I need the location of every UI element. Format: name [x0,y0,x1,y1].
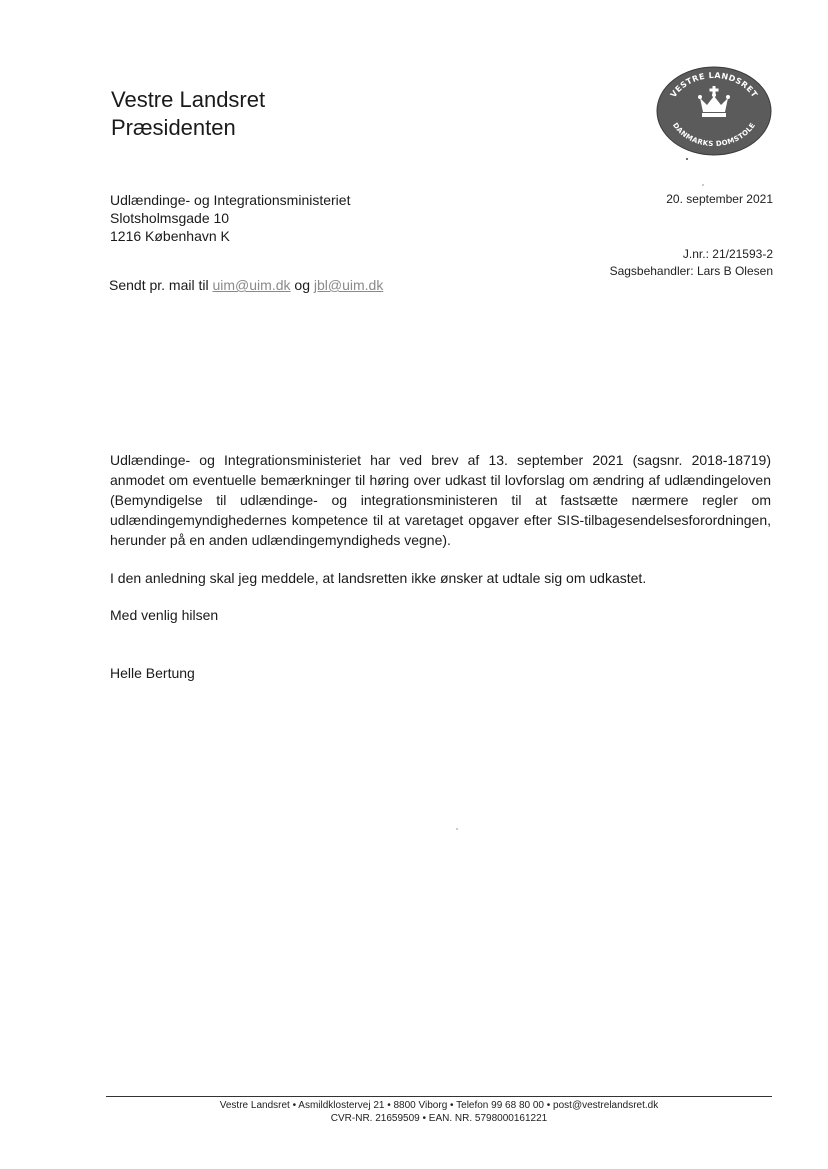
seal-top-text: VESTRE LANDSRET [668,70,760,100]
email-link-jbl[interactable]: jbl@uim.dk [313,277,384,293]
body-paragraph-1: Udlændinge- og Integrationsministeriet har ved brev af 13. september 2021 (sagsnr. 2018-18719) anmodet om eventuelle bemærkninger til høring over udkast til lovforslag om ændring af udlændingeloven (Bemyndigelse til udlændinge- og integrationsministeren til at fastsætte nærmere regler om udlændingemyndighedernes kompetence til at varetaget opgaver efter SIS-tilbagesendelsesforordningen, herunder på en anden udlændingemyndigheds vegne). [110,452,771,548]
recipient-city: 1216 København K [110,228,230,244]
speck [456,828,458,830]
letterhead [111,86,265,142]
sent-prefix: Sendt pr. mail til [109,277,213,293]
case-handler: Sagsbehandler: Lars B Olesen [609,264,773,278]
sent-by-mail-line [109,277,383,293]
court-seal [656,66,772,156]
journal-number: J.nr.: 21/21593-2 [682,247,773,261]
office-title: Præsidenten [111,115,236,140]
sent-middle: og [290,277,314,293]
letter-date: 20. september 2021 [666,192,773,206]
recipient-street: Slotsholmsgade 10 [110,210,230,226]
court-name: Vestre Landsret [111,87,266,112]
signature-name: Helle Bertung [110,665,195,681]
recipient-name: Udlændinge- og Integrationsministeriet [110,192,351,208]
footer-contact-line: Vestre Landsret • Asmildklostervej 21 • 8800 Viborg • Telefon 99 68 80 00 • post@vestrelandsret.dk [219,1100,659,1111]
speck [686,158,688,160]
footer-divider [106,1096,772,1097]
footer-registration-line: CVR-NR. 21659509 • EAN. NR. 5798000161221 [330,1113,548,1124]
closing-greeting: Med venlig hilsen [110,607,219,623]
seal-bottom-text: DANMARKS DOMSTOLE [670,121,758,149]
speck [702,184,704,186]
body-paragraph-2: I den anledning skal jeg meddele, at landsretten ikke ønsker at udtale sig om udkastet. [110,570,647,586]
email-link-uim[interactable]: uim@uim.dk [212,277,291,293]
footer [106,1099,772,1125]
recipient-address [110,191,350,245]
reference-block [610,246,773,280]
